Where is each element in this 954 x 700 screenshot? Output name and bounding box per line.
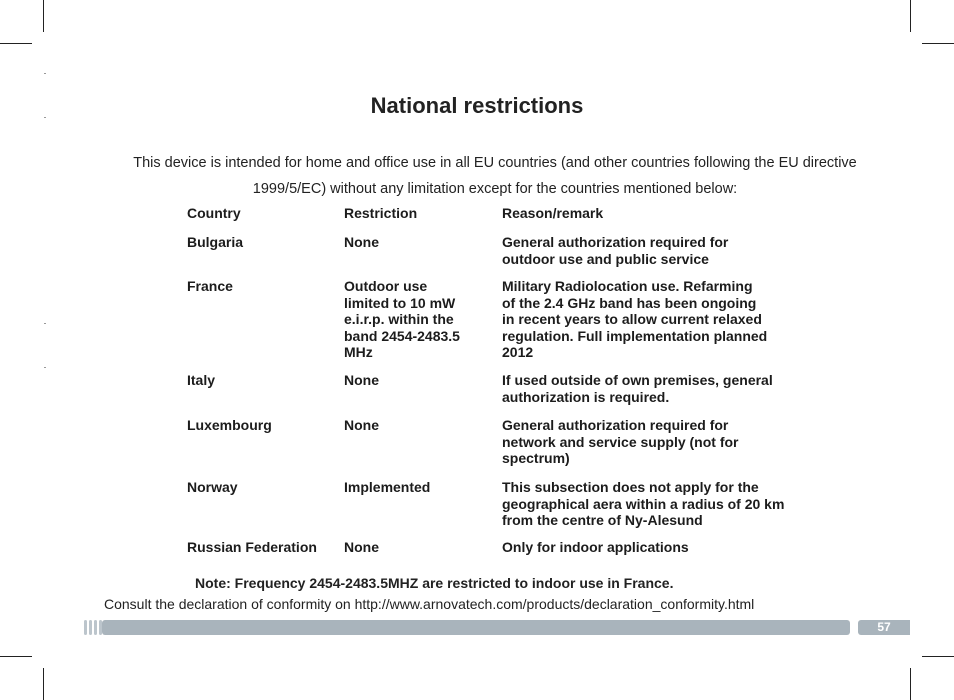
remark-line: General authorization required for xyxy=(502,234,729,250)
crop-mark xyxy=(43,668,44,700)
cell-remark xyxy=(502,479,802,529)
crop-mark xyxy=(43,0,44,32)
remark-line: from the centre of Ny-Alesund xyxy=(502,512,703,528)
cell-restriction xyxy=(344,479,484,496)
restriction-line: None xyxy=(344,234,379,250)
column-header-restriction: Restriction xyxy=(344,205,418,221)
crop-mark xyxy=(922,656,954,657)
crop-mark xyxy=(0,43,32,44)
restriction-line: limited to 10 mW xyxy=(344,294,456,311)
crop-mark xyxy=(910,668,911,700)
restriction-line: MHz xyxy=(344,344,373,360)
footer-bar xyxy=(102,620,850,635)
restriction-line: e.i.r.p. within the xyxy=(344,311,454,327)
page-title: National restrictions xyxy=(370,93,584,118)
restriction-line: None xyxy=(344,417,379,433)
remark-line: network and service supply (not for xyxy=(502,433,739,450)
intro-line: This device is intended for home and office use in all EU countries (and other countries following the EU directive xyxy=(133,155,857,171)
remark-line: Only for indoor applications xyxy=(502,539,689,555)
restriction-line: Implemented xyxy=(344,479,431,495)
remark-line: of the 2.4 GHz band has been ongoing xyxy=(502,294,757,311)
remark-line: This subsection does not apply for the xyxy=(502,479,759,495)
remark-line: in recent years to allow current relaxed xyxy=(502,311,762,327)
consult-text: Consult the declaration of conformity on http://www.arnovatech.com/products/declaration_conformity.html xyxy=(104,596,755,612)
cell-restriction xyxy=(344,539,484,556)
note-text: Note: Frequency 2454-2483.5MHZ are restricted to indoor use in France. xyxy=(195,575,674,591)
margin-tick xyxy=(44,323,46,324)
intro-paragraph xyxy=(110,150,880,202)
column-header-country: Country xyxy=(187,205,241,221)
margin-tick xyxy=(44,73,46,74)
cell-country: Russian Federation xyxy=(187,539,317,555)
cell-country: Italy xyxy=(187,372,216,388)
restriction-line: band 2454-2483.5 xyxy=(344,327,460,344)
cell-remark xyxy=(502,278,802,361)
intro-line: 1999/5/EC) without any limitation except for the countries mentioned below: xyxy=(252,181,738,197)
restriction-line: Outdoor use xyxy=(344,278,428,294)
cell-restriction xyxy=(344,278,484,361)
remark-line: geographical aera within a radius of 20 km xyxy=(502,495,785,512)
remark-line: regulation. Full implementation planned xyxy=(502,327,768,344)
cell-restriction xyxy=(344,234,484,251)
crop-mark xyxy=(922,43,954,44)
remark-line: If used outside of own premises, general xyxy=(502,372,773,388)
remark-line: Military Radiolocation use. Refarming xyxy=(502,278,753,294)
cell-country: Norway xyxy=(187,479,238,495)
footer-stripes xyxy=(84,620,102,635)
cell-remark xyxy=(502,372,802,405)
cell-country: Bulgaria xyxy=(187,234,244,250)
crop-mark xyxy=(0,656,32,657)
column-header-remark: Reason/remark xyxy=(502,205,604,221)
remark-line: authorization is required. xyxy=(502,388,670,405)
remark-line: outdoor use and public service xyxy=(502,250,709,267)
cell-restriction xyxy=(344,417,484,434)
cell-restriction xyxy=(344,372,484,389)
restriction-line: None xyxy=(344,539,379,555)
cell-remark xyxy=(502,417,802,467)
cell-country: France xyxy=(187,278,233,294)
cell-remark xyxy=(502,234,802,267)
restriction-line: None xyxy=(344,372,379,388)
remark-line: spectrum) xyxy=(502,450,570,466)
remark-line: 2012 xyxy=(502,344,534,360)
cell-remark xyxy=(502,539,802,556)
remark-line: General authorization required for xyxy=(502,417,729,433)
margin-tick xyxy=(44,367,46,368)
crop-mark xyxy=(910,0,911,32)
page-number: 57 xyxy=(858,620,910,635)
cell-country: Luxembourg xyxy=(187,417,272,433)
